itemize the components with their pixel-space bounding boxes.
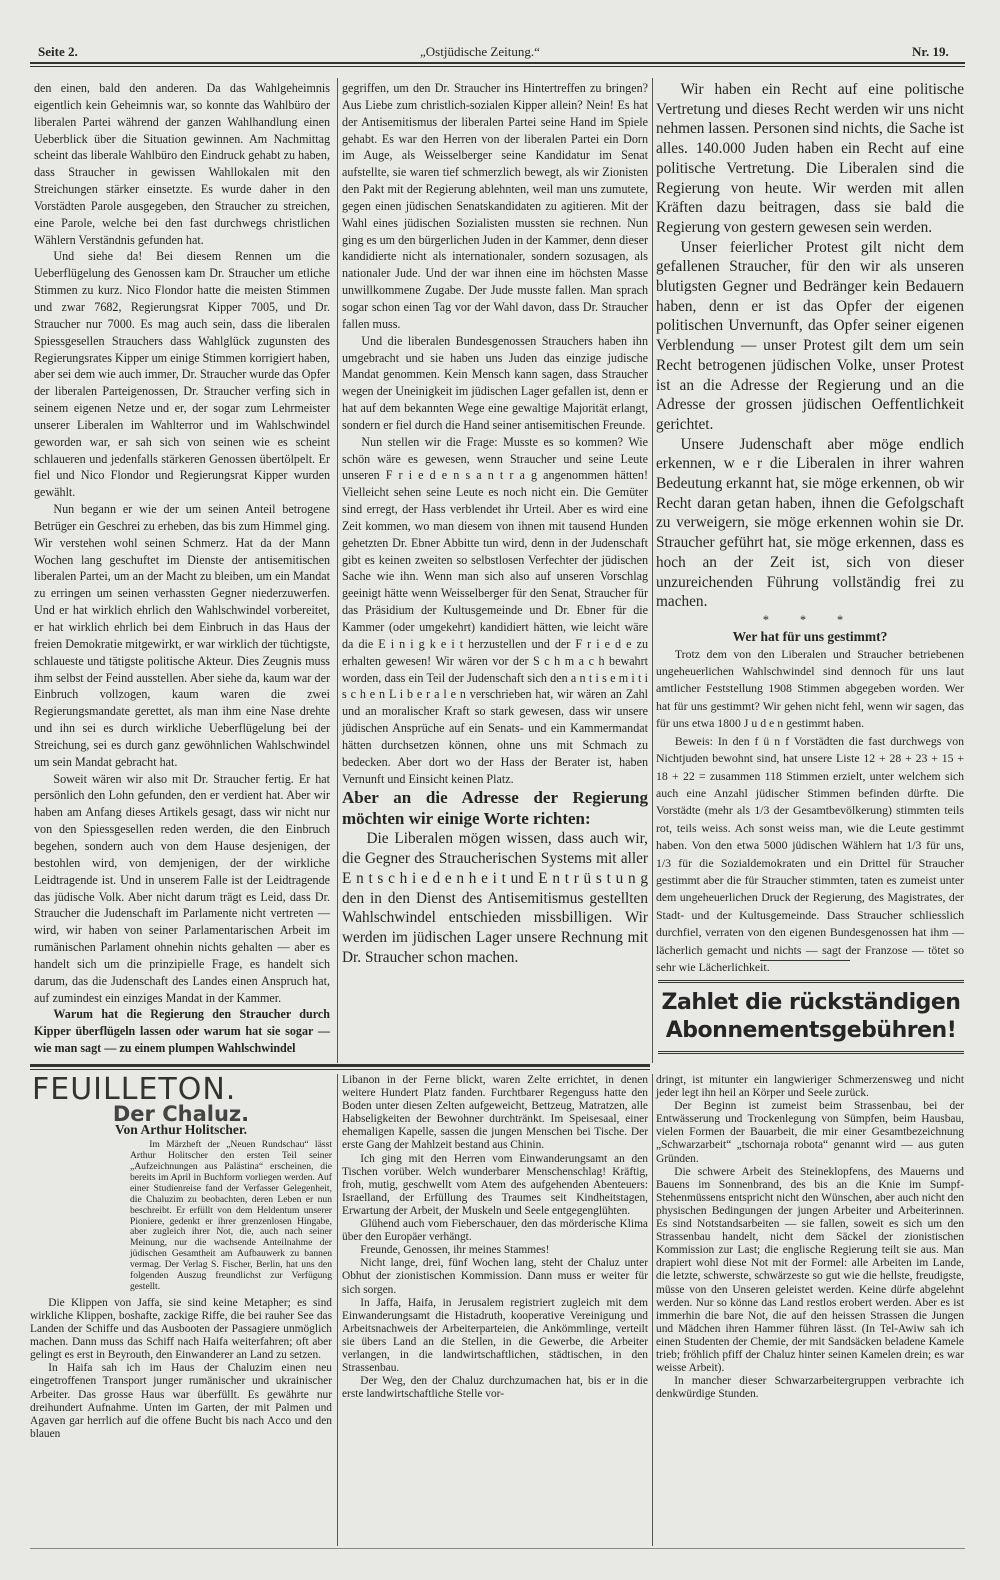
paragraph: Soweit wären wir also mit Dr. Straucher fertig. Er hat persönlich den Lohn gefunden, den er verdient hat. Aber wir haben am Anfang dieses Artikels gesagt, dass wir nicht nur von den Spiessgesellen reden werden, die den Einbruch begehen, sondern auch von dem Hause desjenigen, der bestohlen wird, von demjenigen, der der wirkliche Leidtragende ist. Und in unserem Falle ist der Leidtragende das jüdische Volk. Aber nicht darum trägt es Leid, dass Dr. Straucher die Judenschaft im Parlamente nicht vertreten — wird, wir haben von seiner Parlamentarischen Arbeit im rumänischen Parlament ohnehin nichts gehalten — aber es handelt sich um die prinzipielle Frage, es handelt sich darum, das die Judenschaft des Landes einen Anspruch hat, auf zumindest ein einziges Mandat in der Kammer. xyxy=(34,771,330,1005)
section-heading: Aber an die Adresse der Regierung möchten wir einige Worte richten: xyxy=(342,788,648,829)
article-column-3 xyxy=(656,80,964,976)
feuilleton-column-1 xyxy=(30,1074,332,1441)
issue-number: Nr. 19. xyxy=(912,44,949,59)
paragraph: Die Liberalen mögen wissen, dass auch wir, die Gegner des Straucherischen Systems mit aller E n t s c h i e d e n h e i t und E n t r ü s t u n g den in den Dienst des Antisemitismus gestellten Wahlschwindel entschieden missbilligen. Wir werden im jüdischen Lager unsere Rechnung mit Dr. Straucher schon machen. xyxy=(342,830,648,966)
column-divider xyxy=(337,78,338,1063)
section-separator: * * * xyxy=(762,612,858,627)
paragraph: Der Weg, den der Chaluz durchzumachen hat, bis er in die erste landwirtschaftliche Stelle vor- xyxy=(342,1375,648,1401)
paragraph: Und die liberalen Bundesgenossen Strauchers haben ihn umgebracht und sie haben uns Juden das einzige judische Mandat genommen. Kein Mensch kann sagen, dass Straucher wegen der Uneinigkeit im jüdischen Lager gefallen ist, denn er hat auf dem bekannten Wege eine gewaltige Majorität erlangt, sondern er fiel durch die Hand seiner antisemitischen Freunde. xyxy=(342,333,648,432)
paragraph: In mancher dieser Schwarzarbeitergruppen verbrachte ich denkwürdige Stunden. xyxy=(656,1375,964,1401)
paragraph: Libanon in der Ferne blickt, waren Zelte errichtet, in denen weitere Hundert Platz fanden. Furchtbarer Regenguss hatte den Boden unter diesen Zelten aufgeweicht, Bettzeug, Matratzen, alle Habseligkeiten der Bewohner durchtränkt. Im Speisesaal, einer ehemaligen Kapelle, sassen die jungen Menschen bei Tische. Der erste Gang der Mahlzeit bestand aus Chinin. xyxy=(342,1074,648,1152)
feuilleton-intro: Im Märzheft der „Neuen Rundschau“ lässt Arthur Holitscher den ersten Teil seiner „Aufzeichnungen aus Palästina“ erscheinen, die bereits im April in Buchform vorliegen werden. Auf einer Studienreise fand der Verfasser Gelegenheit, die Chaluzim zu beobachten, deren Leben er nun beschreibt. Er erfüllt von dem Heldentum unserer Pioniere, gedenkt er ihrer grenzenlosen Hingabe, aber zugleich ihrer Not, die, auch nach seiner Meinung, nur die wachsende Anteilnahme der jüdischen Gesamtheit am Aufbauwerk zu bannen vermag. Der Verlag S. Fischer, Berlin, hat uns den folgenden Auszug freundlichst zur Verfügung gestellt. xyxy=(130,1139,332,1292)
article-column-1 xyxy=(34,80,330,1057)
paragraph: Die schwere Arbeit des Steineklopfens, des Mauerns und Bauens im Sonnenbrand, des bis an die Knie im Sumpf-Stehenmüssens entspricht nicht den Wünschen, aber auch nicht den physischen Bedingungen der jungen Arbeiter und Arbeiterinnen. Es sind Notstandsarbeiten — sie fallen, soweit es sich um den Strassenbau handelt, nicht dem Säckel der zionistischen Kommission zur Last; die englische Regierung teilt sie aus. Man drapiert wohl diese Not mit der Formel: alle Arbeiten im Lande, die letzte, schwerste, schwärzeste so gut wie die hellste, freudigste, müsse von den Unseren geleistet werden. Keine dürfe abgelehnt werden. Nur so könne das Land restlos erobert werden. Aber es ist immerhin die bare Not, die auf den heissen Strassen die Jungen und Mädchen ihren Hammer führen lässt. (In Tel-Awiw sah ich einen Studenten der Chemie, der mit Sandsäcken beladene Kamele trieb; fröhlich pfiff der Chaluz hinter seinen Kamelen drein; es war weisse Arbeit). xyxy=(656,1165,964,1375)
feuilleton-author: Von Arthur Holitscher. xyxy=(115,1122,247,1138)
paragraph: Ich ging mit den Herren vom Einwanderungsamt an den Tischen vorüber. Welch wunderbarer Menschenschlag! Kräftig, froh, mutig, geschwellt vom Atem des aufgehenden Abenteuers: Israelland, der Erfüllung des Traumes seit Kindheitstagen, Erwartung der Arbeit, der Muskeln und Seele entgegenglühten. xyxy=(342,1152,648,1217)
paragraph: Nun stellen wir die Frage: Musste es so kommen? Wie schön wäre es gewesen, wenn Straucher und seine Leute unseren F r i e d e n s a n t r a g angenommen hätten! Vielleicht sehen seine Leute es noch nicht ein. Die Gemüter sind erregt, der Hass verblendet ihr Urteil. Aber es wird eine Zeit kommen, wo man diesem von ihnen mit tausend Hunden gehetzten Dr. Ebner Abbitte tun wird, denn in der Judenschaft gibt es keinen zweiten so selbstlosen Verfechter der jüdischen Sache wie ihn. Wenn man sich also auf unseren Vorschlag geeinigt hätte wenn Weisselberger für den Senat, Straucher für das Präsidium der Kultusgemeinde und Dr. Ebner für die Kammer (oder umgekehrt) kandidiert hätten, wie leicht wäre da die E i n i g k e i t herzustellen und der F r i e d e zu erhalten gewesen! Wir wären vor der S c h m a c h bewahrt worden, dass ein Teil der Judenschaft sich den a n t i s e m i t i s c h e n L i b e r a l e n verschrieben hat, wir wären an Zahl und an moralischer Kraft so stark gewesen, dass wir unsere jüdischen Ansprüche auf ein Senats- und ein Kammermandat hätten durchsetzen können, ohne uns mit Schmach zu bedecken. Aber dort wo der Hass der Berater ist, haben Vernunft und Einsicht keinen Platz. xyxy=(342,434,648,786)
paragraph: Unsere Judenschaft aber möge endlich erkennen, w e r die Liberalen in ihrer wahren Bedeutung erkannt hat, sie möge erkennen, ob wir Recht daran getan haben, ihnen die Gefolgschaft zu verweigern, sie möge erkennen wohin sie Dr. Straucher geführt hat, sie möge erkennen, dass es hoch an der Zeit ist, sich von dieser unzureichenden Führung vollständig frei zu machen. xyxy=(656,435,964,611)
paragraph: Trotz dem von den Liberalen und Straucher betriebenen ungeheuerlichen Wahlschwindel sind dennoch für uns laut amtlicher Feststellung 1908 Stimmen abgegeben worden. Wer hat für uns gestimmt? Wir gehen nicht fehl, wenn wir sagen, das für uns etwa 1800 J u d e n gestimmt haben. xyxy=(656,646,964,731)
paragraph: Und siehe da! Bei diesem Rennen um die Ueberflügelung des Genossen kam Dr. Straucher um etliche Stimmen zu kurz. Nico Flondor hatte die meisten Stimmen und zwar 7682, Regierungsrat Kipper 7005, und Dr. Straucher nur 7000. Es mag auch sein, dass die liberalen Spiessgesellen Strauchers dass Wahlglück zugunsten des Regierungsrates Kipper um einige Stimmen korrigiert haben, aber sei dem wie auch immer, Dr. Straucher wurde das Opfer der liberalen Parteigenossen, Dr. Straucher verfing sich in seinem eigenen Netze und er, der sogar zum Lehrmeister unserer Liberalen im Wahlterror und im Wahlschwindel geworden war, er sah sich von seinen wie es scheint schlaueren und jedenfalls stärkeren Genossen übertölpelt. Er fiel und Nico Flondor und Regierungsrat Kipper wurden gewählt. xyxy=(34,249,330,500)
column-divider xyxy=(652,78,653,1063)
paragraph: Wir haben ein Recht auf eine politische Vertretung und dieses Recht werden wir uns nicht nehmen lassen. Personen sind nichts, die Sache ist alles. 140.000 Juden haben ein Recht auf eine politische Vertretung. Die Liberalen sind die Regierung von heute. Wir werden mit allen Kräften dazu beitragen, dass sie bald die Regierung von gestern gewesen sein werden. xyxy=(656,81,965,236)
paragraph: Warum hat die Regierung den Straucher durch Kipper überflügeln lassen oder warum hat sie sogar — wie man sagt — zu einem plumpen Wahlschwindel xyxy=(34,1007,330,1056)
divider xyxy=(760,960,850,961)
section-rule xyxy=(30,1064,650,1070)
feuilleton-column-2 xyxy=(342,1074,648,1401)
paragraph: gegriffen, um den Dr. Straucher ins Hintertreffen zu bringen? Aus Liebe zum christlich-sozialen Kipper allein? Nein! Es hat der Antisemitismus der liberalen Partei seine Hand im Spiele gehabt. Es war den Herren von der liberalen Partei ein Dorn im Auge, als Weisselberger seine Kandidatur im Senat aufstellte, sie waren tief schmerzlich bewegt, als wir Zionisten den Pakt mit der Regierung ablehnten, weil man uns zumutete, gegen einen jüdischen Senatskandidaten zu agitieren. Mit der Wahl eines jüdischen Sozialisten mussten sie rechnen. Nun ging es um den bürgerlichen Juden in der Kammer, denn dieser kandidierte nicht als internationaler, sondern sozusagen, als nationaler Jude. Und der war ihnen eine im höchsten Masse unwillkommene Zugabe. Der Jude musste fallen. Man sprach sogar schon einen Tag vor der Wahl davon, dass Dr. Straucher fallen muss. xyxy=(342,81,648,331)
header-rule xyxy=(30,62,965,67)
paragraph: dringt, ist mitunter ein langwieriger Schmerzensweg und nicht jeder legt ihn heil an Körper und Seele zurück. xyxy=(656,1074,964,1100)
paragraph: In Jaffa, Haifa, in Jerusalem registriert zugleich mit dem Einwanderungsamt die Histadruth, kooperative Vereinigung und Arbeitsnachweis der Arbeiterparteien, die Ankömmlinge, verteilt sie übers Land an die Stellen, in die Gewerbe, die Arbeiter verlangen, in die landwirtschaftlichen, städtischen, in den Strassenbau. xyxy=(342,1296,648,1375)
feuilleton-label: FEUILLETON. xyxy=(32,1072,237,1107)
paragraph: den einen, bald den anderen. Da das Wahlgeheimnis eigentlich kein Geheimnis war, so konnte das Wahlbüro der liberalen Partei während der ganzen Wahlhandlung einen Ueberblick über die Situation gewinnen. Am Nachmittag scheint das liberale Wahlbüro den Eindruck gehabt zu haben, dass Straucher in gewissen Wahllokalen mit den Streichungen stärker einsetzte. Es wurde daher in den Vorstädten Parole ausgegeben, den Straucher zu streichen, eine Parole, welche bei den fast durchwegs christlichen Wählern Verständnis gefunden hat. xyxy=(34,81,330,247)
paragraph: Beweis: In den f ü n f Vorstädten die fast durchwegs von Nichtjuden bewohnt sind, hat unsere Liste 12 + 28 + 23 + 15 + 18 + 22 = zusammen 118 Stimmen erzielt, unter welchem sich auch eine Anzahl jüdischer Stimmen befinden dürfte. Die Vorstädte (mehr als 1/3 der Gesamtbevölkerung) stimmten teils rot, teils weiss. Ach sonst weiss man, wie die Leute gestimmt haben. Von den etwa 5000 jüdischen Wählern hat 1/3 für uns, 1/3 für die Sozialdemokraten und ein Drittel für Straucher gestimmt aber die für Straucher stimmten, taten es zumeist unter dem ungeheuerlichen Druck der Regierung, des Magistrates, der Stadt- und der Kultusgemeinde. Dass Straucher schliesslich durchfiel, verraten von den eigenen Bundesgenossen hat ihm — lächerlich gemacht und nichts — sagt der Franzose — tötet so sehr wie Lächerlichkeit. xyxy=(656,733,964,974)
paragraph: Unser feierlicher Protest gilt nicht dem gefallenen Straucher, für den wir als unseren blutigsten Gegner und Bedränger kein Bedauern haben, denn er ist das Opfer der eigenen politischen Unvernunft, das Opfer seiner eigenen Verblendung — unser Protest gilt dem um sein Recht betrogenen jüdischen Volke, unser Protest ist an die Adresse der Regierung und an die Adresse der grossen jüdischen Oeffentlichkeit gerichtet. xyxy=(656,238,964,433)
section-heading: Wer hat für uns gestimmt? xyxy=(732,628,888,644)
paragraph: Nicht lange, drei, fünf Wochen lang, steht der Chaluz unter Obhut der zionistischen Kommission. Dann muss er weiter für sich sorgen. xyxy=(342,1257,648,1296)
page-number: Seite 2. xyxy=(38,44,78,59)
paragraph: In Haifa sah ich im Haus der Chaluzim einen neu eingetroffenen Transport junger rumänischer und ukrainischer Arbeiter. Das grosse Haus war überfüllt. Es gewährte nur dreihundert Aufnahme. Unten im Garten, der mit Palmen und Agaven gar herrlich auf die offene Bucht bis nach Acco und den blauen xyxy=(30,1362,332,1440)
paragraph: Glühend auch vom Fieberschauer, den das mörderische Klima über den Europäer verhängt. xyxy=(342,1218,648,1244)
paragraph: Der Beginn ist zumeist beim Strassenbau, bei der Entwässerung und Trockenlegung von Sümpfen, beim Hausbau, vielen Formen der Bauarbeit, die mir einer Gesamtbezeichnung „Schwarzarbeit“ „tschornaja robota“ genannt wird — aus guten Gründen. xyxy=(656,1100,964,1165)
column-divider xyxy=(337,1074,338,1546)
paragraph: Freunde, Genossen, ihr meines Stammes! xyxy=(360,1244,550,1257)
feuilleton-column-3 xyxy=(656,1074,964,1401)
column-divider xyxy=(652,1074,653,1546)
subscription-notice: Zahlet die rückständigen Abonnementsgebühren! xyxy=(658,980,964,1054)
article-column-2 xyxy=(342,80,648,967)
paragraph: Nun begann er wie der um seinen Anteil betrogene Betrüger ein Geschrei zu erheben, das bis zum Himmel ging. Wir verstehen wohl seinen Schmerz. Hat da der Mann Wochen lang geschuftet im Dienste der antisemitischen liberalen Partei, um an der Macht zu bleiben, um ein Mandat zu erringen um seinen verhassten Gegner niederzuwerfen. Und er hat wirklich ehrlich den Wahlschwindel vorbereitet, er hat wirklich ehrlich bei dem Einbruch in das Haus der freien Demokratie mitgewirkt, er war wirklich der tüchtigste, schlaueste und tätigste politische Akteur. Dies Zeugnis muss ihm selbst der Feind ausstellen. Aber siehe da, kaum war der Einbruch vollzogen, kaum waren die zwei Regierungsmandate gerettet, als man ihm eine Nase drehte und ihn sei es durch wirkliche Ueberflügelung bei der Streichung, sei es durch ganz gewöhnlichen Wahlschwindel um sein Mandat gebracht hat. xyxy=(34,502,330,769)
footer-rule xyxy=(30,1548,965,1549)
paragraph: Die Klippen von Jaffa, sie sind keine Metapher; es sind wirkliche Klippen, boshafte, zackige Riffe, die bei rauher See das Landen der Schiffe und das Ausbooten der Passagiere unmöglich machen. Dann muss das Schiff nach Haifa weiterfahren; oft aber gelingt es erst in Beyrouth, den Einwanderer an Land zu setzen. xyxy=(30,1296,332,1362)
newspaper-title: „Ostjüdische Zeitung.“ xyxy=(420,44,540,59)
feuilleton-title: Der Chaluz. xyxy=(112,1102,250,1126)
